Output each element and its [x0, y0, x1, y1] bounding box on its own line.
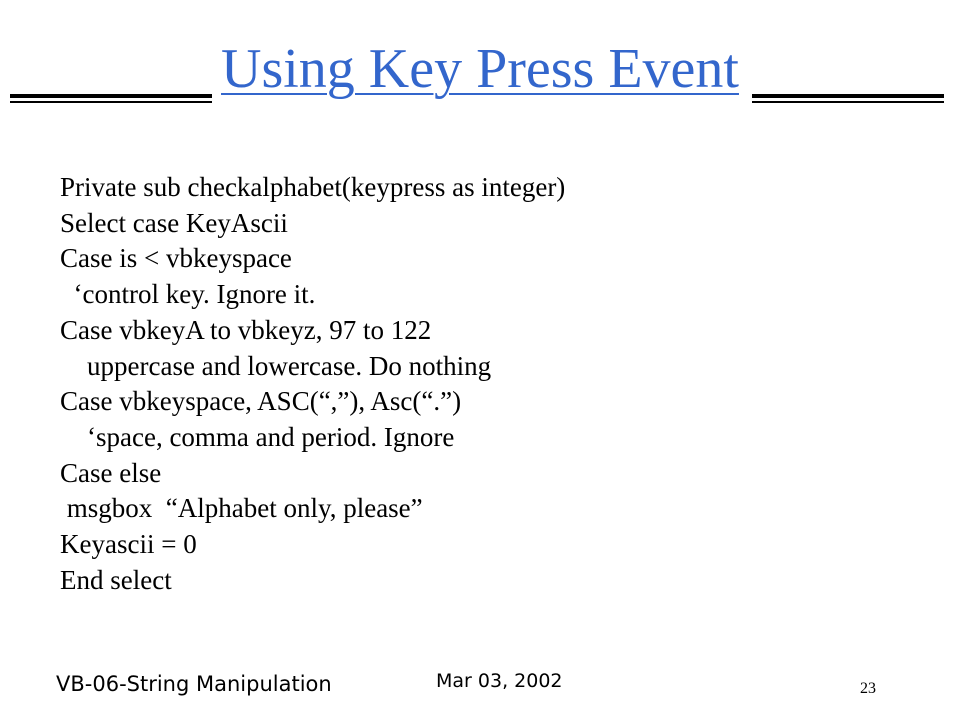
footer-course-title: VB-06-String Manipulation — [56, 672, 332, 696]
code-line: ‘control key. Ignore it. — [60, 279, 316, 310]
code-line: Select case KeyAscii — [60, 207, 288, 238]
slide-title: Using Key Press Event — [221, 38, 739, 100]
code-line: Case else — [60, 457, 162, 488]
code-line: Private sub checkalphabet(keypress as integer) — [60, 172, 566, 202]
code-line: Case is < vbkeyspace — [60, 243, 292, 274]
page-number: 23 — [860, 680, 876, 697]
code-line: End select — [60, 564, 172, 595]
code-line: msgbox “Alphabet only, please” — [60, 493, 423, 524]
code-line: ‘space, comma and period. Ignore — [60, 421, 455, 452]
code-line: uppercase and lowercase. Do nothing — [60, 350, 492, 381]
code-line: Case vbkeyA to vbkeyz, 97 to 122 — [60, 314, 432, 345]
code-line: Keyascii = 0 — [60, 529, 197, 560]
code-line: Case vbkeyspace, ASC(“,”), Asc(“.”) — [60, 386, 462, 417]
code-block — [60, 170, 920, 598]
footer-date: Mar 03, 2002 — [436, 670, 563, 692]
